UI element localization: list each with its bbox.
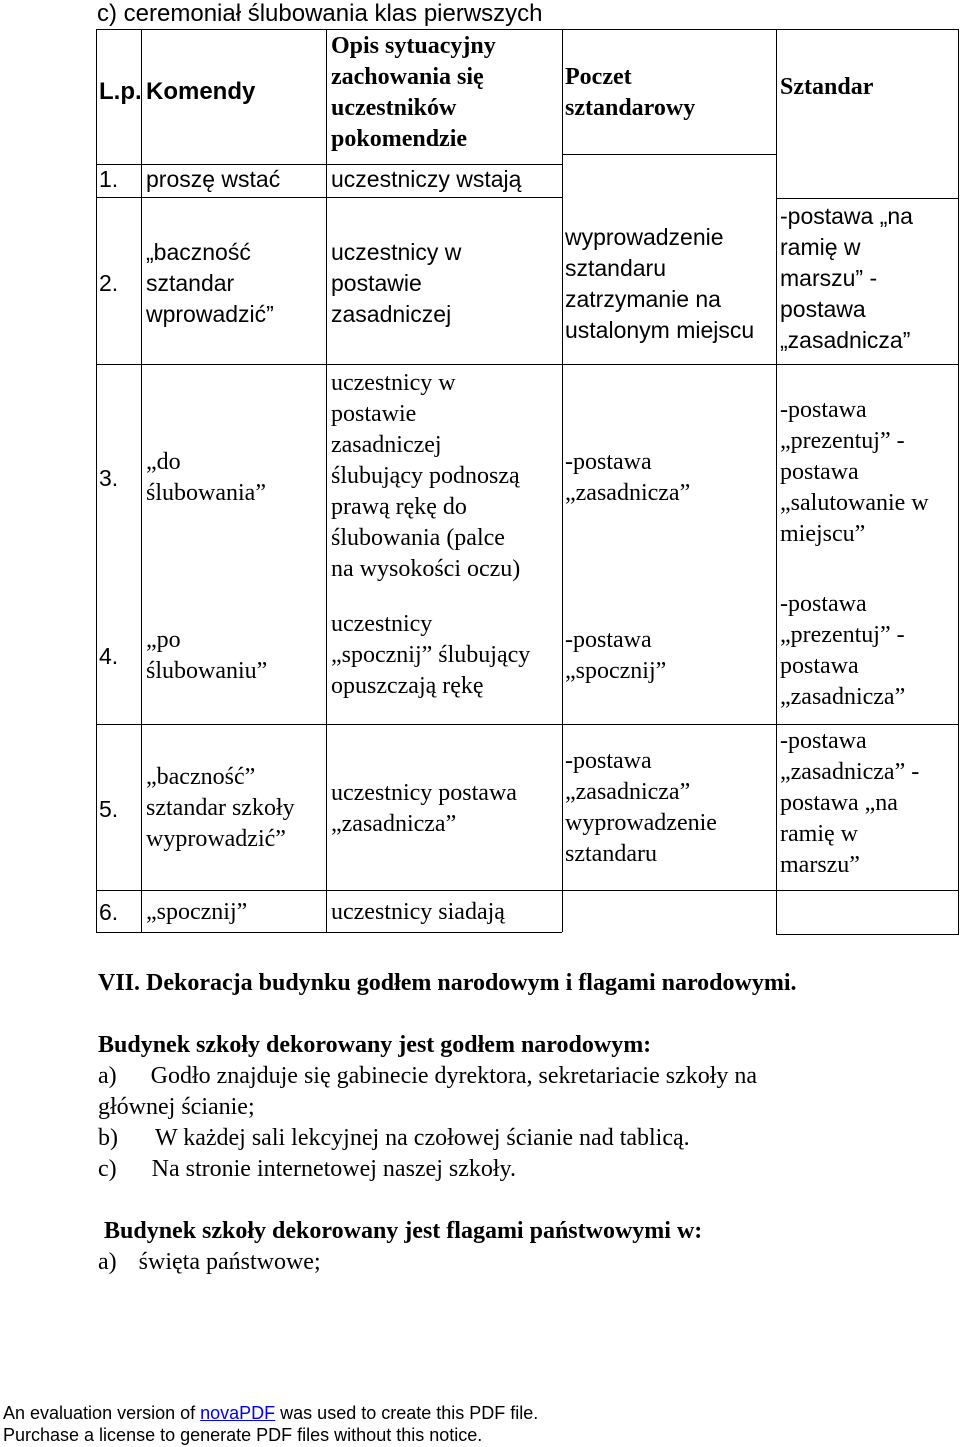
header-lp: L.p. bbox=[99, 78, 142, 105]
section-heading: c) ceremoniał ślubowania klas pierwszych bbox=[97, 0, 543, 27]
cell-line: ślubowania (palce bbox=[331, 525, 505, 551]
cell-line: „spocznij” bbox=[565, 658, 667, 684]
flags-heading: Budynek szkoły dekorowany jest flagami państwowymi w: bbox=[104, 1218, 703, 1244]
emblem-list bbox=[98, 1061, 898, 1185]
list-item bbox=[98, 1123, 898, 1154]
list-text: Na stronie internetowej naszej szkoły. bbox=[151, 1156, 516, 1182]
cell-line: wyprowadzenie bbox=[565, 810, 717, 836]
cell-line: zasadniczej bbox=[331, 301, 452, 327]
list-marker: a) bbox=[98, 1249, 117, 1275]
cell-line: marszu” bbox=[780, 852, 860, 878]
table-rule bbox=[776, 29, 777, 934]
table-rule bbox=[776, 934, 959, 935]
cell-line: „prezentuj” - bbox=[780, 428, 905, 454]
cell-line: „zasadnicza” bbox=[780, 327, 911, 353]
cell-line: miejscu” bbox=[780, 521, 866, 547]
cell-line: -postawa bbox=[780, 728, 867, 754]
row-sztandar bbox=[780, 395, 929, 550]
row-sztandar bbox=[780, 726, 919, 881]
row-poczet bbox=[565, 447, 690, 509]
row-poczet bbox=[565, 746, 717, 870]
row-opis bbox=[331, 164, 521, 195]
cell-line: ślubowaniu” bbox=[146, 658, 268, 684]
cell-line: zatrzymanie na bbox=[565, 286, 721, 312]
row-number: 2. bbox=[99, 270, 119, 296]
cell-line: zasadniczej bbox=[331, 432, 442, 458]
row-number: 5. bbox=[99, 796, 119, 822]
cell-line: „salutowanie w bbox=[780, 490, 929, 516]
row-number: 3. bbox=[99, 465, 119, 491]
list-marker: c) bbox=[98, 1156, 117, 1182]
table-rule bbox=[96, 29, 959, 30]
row-number: 4. bbox=[99, 643, 119, 669]
header-opis-line: uczestników bbox=[331, 95, 457, 121]
row-komenda bbox=[146, 625, 267, 687]
header-sztandar: Sztandar bbox=[780, 74, 874, 100]
cell-line: na wysokości oczu) bbox=[331, 556, 521, 582]
row-opis bbox=[331, 897, 505, 928]
header-opis-line: pokomendzie bbox=[331, 126, 468, 152]
cell-line: uczestnicy w bbox=[331, 239, 462, 265]
list-text: głównej ścianie; bbox=[98, 1094, 255, 1120]
cell-line: „po bbox=[146, 627, 181, 653]
header-opis bbox=[331, 31, 496, 155]
cell-line: uczestniczy wstają bbox=[331, 166, 522, 192]
row-opis bbox=[331, 778, 517, 840]
row-komenda bbox=[146, 237, 274, 330]
row-opis bbox=[331, 609, 530, 702]
notice-text: An evaluation version of bbox=[3, 1403, 201, 1423]
header-opis-line: Opis sytuacyjny bbox=[331, 33, 496, 59]
cell-line: marszu” - bbox=[780, 265, 878, 291]
header-komendy: Komendy bbox=[146, 78, 256, 105]
cell-line: „zasadnicza” bbox=[565, 779, 691, 805]
table-rule bbox=[96, 724, 959, 725]
row-number: 1. bbox=[99, 166, 119, 192]
row-komenda bbox=[146, 897, 247, 928]
table-rule bbox=[326, 29, 327, 932]
cell-line: „baczność bbox=[146, 239, 251, 265]
row-number: 6. bbox=[99, 899, 119, 925]
row-opis bbox=[331, 237, 461, 330]
table-rule bbox=[958, 29, 959, 934]
row-poczet bbox=[565, 625, 666, 687]
list-item bbox=[98, 1154, 898, 1185]
cell-line: „prezentuj” - bbox=[780, 622, 905, 648]
table-rule bbox=[96, 364, 959, 365]
row-komenda bbox=[146, 447, 266, 509]
list-marker: a) bbox=[98, 1063, 117, 1089]
notice-line-1 bbox=[3, 1402, 538, 1424]
list-text: Godło znajduje się gabinecie dyrektora, sekretariacie szkoły na bbox=[150, 1063, 758, 1089]
cell-line: -postawa „na bbox=[780, 203, 913, 229]
cell-line: postawa „na bbox=[780, 790, 898, 816]
cell-line: -postawa bbox=[565, 627, 652, 653]
cell-line: ustalonym miejscu bbox=[565, 317, 755, 343]
cell-line: -postawa bbox=[780, 591, 867, 617]
cell-line: postawa bbox=[780, 459, 859, 485]
cell-line: proszę wstać bbox=[146, 166, 281, 192]
cell-line: ramię w bbox=[780, 821, 858, 847]
list-text: święta państwowe; bbox=[138, 1249, 321, 1275]
cell-line: wprowadzić” bbox=[146, 301, 274, 327]
cell-line: sztandaru bbox=[565, 841, 657, 867]
row-sztandar bbox=[780, 589, 905, 713]
cell-line: uczestnicy siadają bbox=[331, 899, 505, 925]
cell-line: ślubowania” bbox=[146, 480, 266, 506]
cell-line: „do bbox=[146, 449, 181, 475]
cell-line: uczestnicy postawa bbox=[331, 780, 517, 806]
cell-line: „spocznij” bbox=[146, 899, 248, 925]
header-poczet bbox=[565, 62, 695, 124]
cell-line: „zasadnicza” bbox=[780, 684, 906, 710]
table-rule bbox=[96, 197, 562, 198]
header-poczet-line: Poczet bbox=[565, 64, 632, 90]
cell-line: sztandar bbox=[146, 270, 235, 296]
table-rule bbox=[776, 198, 959, 199]
table-rule bbox=[96, 932, 562, 933]
cell-line: wyprowadzić” bbox=[146, 826, 286, 852]
header-opis-line: zachowania się bbox=[331, 64, 484, 90]
list-item-continuation bbox=[98, 1092, 898, 1123]
cell-line: postawie bbox=[331, 401, 417, 427]
evaluation-notice bbox=[3, 1402, 538, 1446]
list-item bbox=[98, 1061, 898, 1092]
table-rule bbox=[96, 29, 97, 932]
notice-line-2: Purchase a license to generate PDF files without this notice. bbox=[3, 1425, 483, 1445]
cell-line: -postawa bbox=[780, 397, 867, 423]
cell-line: „zasadnicza” bbox=[565, 480, 691, 506]
row-komenda bbox=[146, 762, 295, 855]
section-vii-heading: VII. Dekoracja budynku godłem narodowym i flagami narodowymi. bbox=[98, 970, 797, 996]
table-rule bbox=[141, 29, 142, 932]
cell-line: „baczność” bbox=[146, 764, 256, 790]
cell-line: wyprowadzenie bbox=[565, 224, 724, 250]
cell-line: uczestnicy w bbox=[331, 370, 456, 396]
cell-line: postawa bbox=[780, 296, 866, 322]
row-sztandar bbox=[780, 201, 913, 356]
flags-list bbox=[98, 1247, 321, 1278]
row-opis bbox=[331, 368, 520, 585]
table-rule bbox=[96, 890, 959, 891]
list-marker: b) bbox=[98, 1125, 118, 1151]
cell-line: -postawa bbox=[565, 449, 652, 475]
cell-line: „zasadnicza” - bbox=[780, 759, 920, 785]
table-rule bbox=[562, 154, 776, 155]
list-item bbox=[98, 1247, 321, 1278]
cell-line: uczestnicy bbox=[331, 611, 433, 637]
row-komenda bbox=[146, 164, 280, 195]
cell-line: sztandar szkoły bbox=[146, 795, 295, 821]
list-text: W każdej sali lekcyjnej na czołowej ścianie nad tablicą. bbox=[155, 1125, 690, 1151]
emblem-heading: Budynek szkoły dekorowany jest godłem narodowym: bbox=[98, 1032, 652, 1058]
cell-line: ślubujący podnoszą bbox=[331, 463, 520, 489]
novapdf-link[interactable]: novaPDF bbox=[200, 1403, 276, 1423]
cell-line: prawą rękę do bbox=[331, 494, 467, 520]
header-poczet-line: sztandarowy bbox=[565, 95, 696, 121]
cell-line: opuszczają rękę bbox=[331, 673, 484, 699]
cell-line: „zasadnicza” bbox=[331, 811, 457, 837]
cell-line: sztandaru bbox=[565, 255, 667, 281]
cell-line: postawie bbox=[331, 270, 422, 296]
table-rule bbox=[562, 29, 563, 932]
cell-line: postawa bbox=[780, 653, 859, 679]
cell-line: -postawa bbox=[565, 748, 652, 774]
cell-line: „spocznij” ślubujący bbox=[331, 642, 531, 668]
row-poczet bbox=[565, 222, 754, 346]
cell-line: ramię w bbox=[780, 234, 861, 260]
notice-text: was used to create this PDF file. bbox=[275, 1403, 539, 1423]
